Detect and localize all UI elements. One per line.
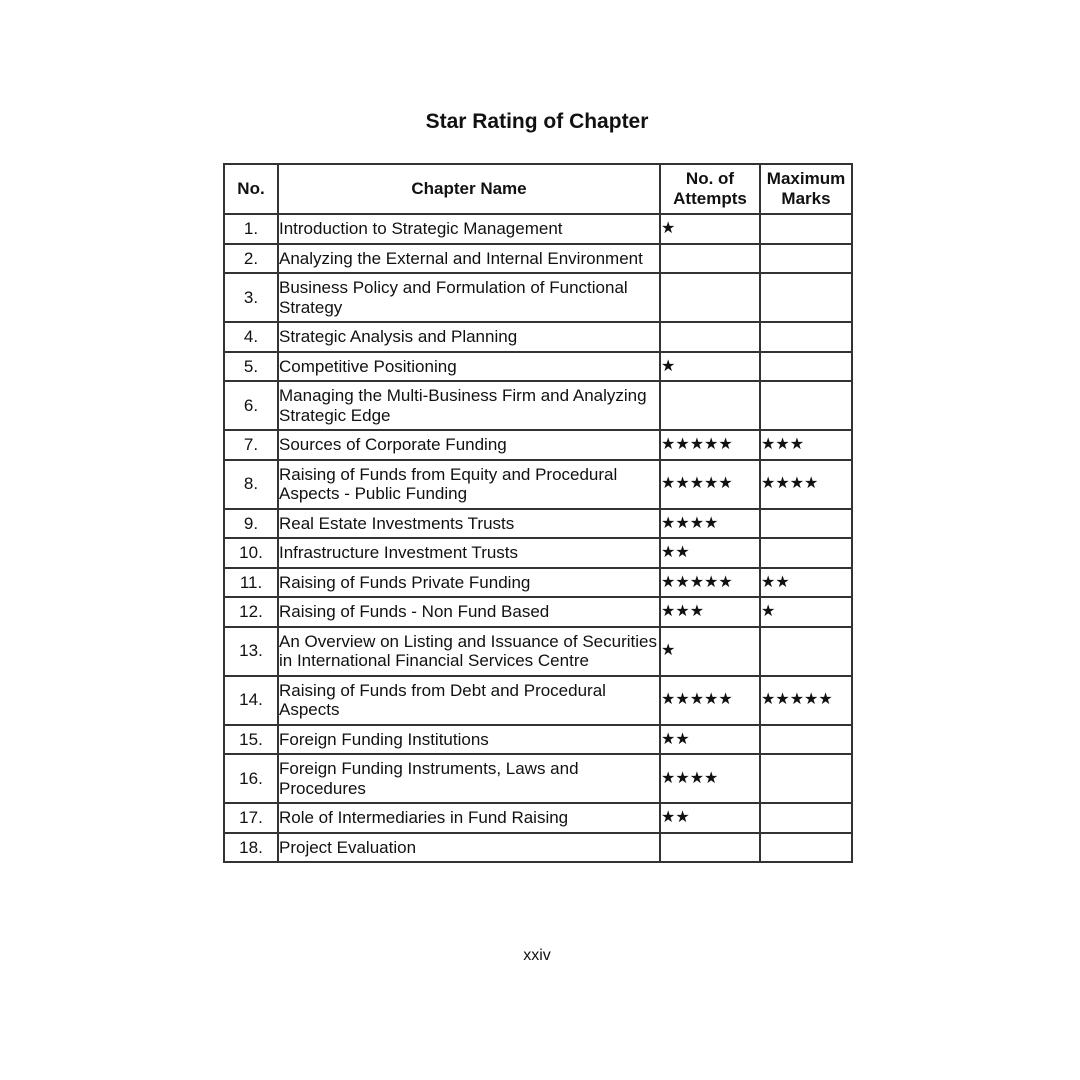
attempts-stars: ★★ [660, 538, 760, 568]
chapter-name: Sources of Corporate Funding [278, 430, 660, 460]
table-row [224, 754, 852, 803]
table-row [224, 273, 852, 322]
table-row [224, 460, 852, 509]
chapter-number: 4. [224, 322, 278, 352]
chapter-number: 15. [224, 725, 278, 755]
header-marks-label: Maximum Marks [766, 169, 846, 208]
chapter-name: Competitive Positioning [278, 352, 660, 382]
chapter-number: 9. [224, 509, 278, 539]
chapter-number: 16. [224, 754, 278, 803]
table-row [224, 509, 852, 539]
chapter-number: 11. [224, 568, 278, 598]
chapter-number: 2. [224, 244, 278, 274]
table-row [224, 430, 852, 460]
chapter-number: 12. [224, 597, 278, 627]
table-row [224, 244, 852, 274]
chapter-number: 18. [224, 833, 278, 863]
header-marks [760, 164, 852, 214]
header-no: No. [224, 164, 278, 214]
marks-stars [760, 538, 852, 568]
marks-stars: ★ [760, 597, 852, 627]
table-row [224, 322, 852, 352]
attempts-stars [660, 833, 760, 863]
marks-stars [760, 725, 852, 755]
chapter-name: Raising of Funds Private Funding [278, 568, 660, 598]
table-row [224, 803, 852, 833]
chapter-number: 5. [224, 352, 278, 382]
marks-stars [760, 273, 852, 322]
chapter-name: Analyzing the External and Internal Environment [278, 244, 660, 274]
header-chapter-name: Chapter Name [278, 164, 660, 214]
table-header-row [224, 164, 852, 214]
table-row [224, 214, 852, 244]
marks-stars [760, 381, 852, 430]
chapter-name: Foreign Funding Institutions [278, 725, 660, 755]
page-number: xxiv [523, 947, 551, 964]
marks-stars [760, 322, 852, 352]
chapter-number: 7. [224, 430, 278, 460]
chapter-name: Business Policy and Formulation of Functional Strategy [278, 273, 660, 322]
table-row [224, 676, 852, 725]
chapter-name: Introduction to Strategic Management [278, 214, 660, 244]
chapter-name: An Overview on Listing and Issuance of Securities in International Financial Services Centre [278, 627, 660, 676]
table-row [224, 352, 852, 382]
attempts-stars: ★★ [660, 725, 760, 755]
attempts-stars: ★★★★★ [660, 430, 760, 460]
table-row [224, 381, 852, 430]
marks-stars [760, 754, 852, 803]
table-row [224, 568, 852, 598]
chapter-number: 14. [224, 676, 278, 725]
attempts-stars: ★★★ [660, 597, 760, 627]
star-rating-table [223, 163, 853, 863]
page-title: Star Rating of Chapter [425, 110, 649, 133]
attempts-stars: ★ [660, 627, 760, 676]
table-row [224, 597, 852, 627]
attempts-stars: ★★★★★ [660, 568, 760, 598]
marks-stars [760, 352, 852, 382]
chapter-name: Project Evaluation [278, 833, 660, 863]
marks-stars: ★★★★ [760, 460, 852, 509]
marks-stars [760, 244, 852, 274]
attempts-stars: ★ [660, 352, 760, 382]
marks-stars: ★★★ [760, 430, 852, 460]
chapter-name: Real Estate Investments Trusts [278, 509, 660, 539]
chapter-number: 17. [224, 803, 278, 833]
table-row [224, 725, 852, 755]
attempts-stars [660, 244, 760, 274]
attempts-stars: ★★★★★ [660, 460, 760, 509]
attempts-stars: ★★★★★ [660, 676, 760, 725]
attempts-stars [660, 381, 760, 430]
attempts-stars: ★ [660, 214, 760, 244]
table-body [224, 214, 852, 862]
marks-stars: ★★★★★ [760, 676, 852, 725]
table-row [224, 627, 852, 676]
table-row [224, 833, 852, 863]
chapter-number: 10. [224, 538, 278, 568]
marks-stars [760, 627, 852, 676]
chapter-name: Raising of Funds from Equity and Procedural Aspects - Public Funding [278, 460, 660, 509]
table-row [224, 538, 852, 568]
attempts-stars: ★★★★ [660, 509, 760, 539]
chapter-name: Managing the Multi-Business Firm and Analyzing Strategic Edge [278, 381, 660, 430]
marks-stars: ★★ [760, 568, 852, 598]
attempts-stars [660, 322, 760, 352]
header-attempts [660, 164, 760, 214]
chapter-number: 13. [224, 627, 278, 676]
chapter-name: Strategic Analysis and Planning [278, 322, 660, 352]
marks-stars [760, 803, 852, 833]
chapter-number: 6. [224, 381, 278, 430]
marks-stars [760, 214, 852, 244]
chapter-number: 1. [224, 214, 278, 244]
chapter-name: Raising of Funds from Debt and Procedural Aspects [278, 676, 660, 725]
chapter-number: 3. [224, 273, 278, 322]
marks-stars [760, 509, 852, 539]
header-attempts-label: No. of Attempts [673, 169, 747, 208]
chapter-number: 8. [224, 460, 278, 509]
chapter-name: Raising of Funds - Non Fund Based [278, 597, 660, 627]
attempts-stars: ★★ [660, 803, 760, 833]
chapter-name: Infrastructure Investment Trusts [278, 538, 660, 568]
chapter-name: Role of Intermediaries in Fund Raising [278, 803, 660, 833]
marks-stars [760, 833, 852, 863]
attempts-stars: ★★★★ [660, 754, 760, 803]
attempts-stars [660, 273, 760, 322]
chapter-name: Foreign Funding Instruments, Laws and Procedures [278, 754, 660, 803]
